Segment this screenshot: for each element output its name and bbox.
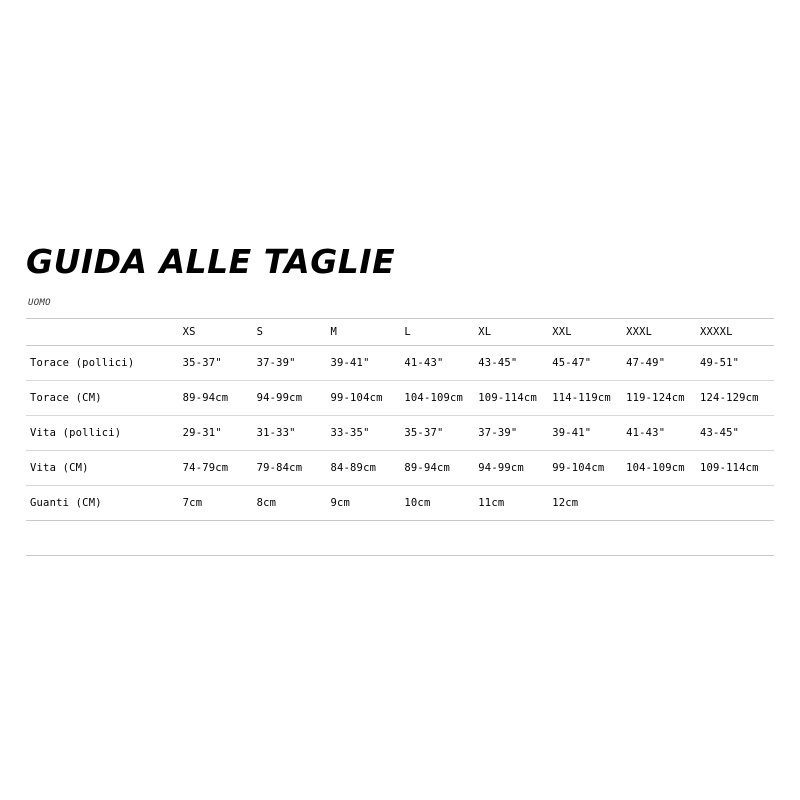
cell-value: 37-39" <box>478 415 552 450</box>
cell-value: 43-45" <box>700 415 774 450</box>
header-size-xxl: XXL <box>552 318 626 345</box>
cell-value: 31-33" <box>257 415 331 450</box>
row-label: Vita (pollici) <box>26 415 183 450</box>
cell-value: 10cm <box>404 485 478 520</box>
header-size-l: L <box>404 318 478 345</box>
cell-value: 35-37" <box>183 345 257 380</box>
cell-value: 33-35" <box>330 415 404 450</box>
cell-value: 79-84cm <box>257 450 331 485</box>
cell-value: 49-51" <box>700 345 774 380</box>
row-label: Torace (CM) <box>26 380 183 415</box>
size-guide-content <box>26 242 774 556</box>
header-size-xxxl: XXXL <box>626 318 700 345</box>
cell-value: 11cm <box>478 485 552 520</box>
cell-value <box>626 485 700 520</box>
cell-value: 94-99cm <box>257 380 331 415</box>
table-row <box>26 450 774 485</box>
table-row <box>26 380 774 415</box>
row-label: Guanti (CM) <box>26 485 183 520</box>
table-body <box>26 345 774 520</box>
cell-value: 74-79cm <box>183 450 257 485</box>
cell-value: 104-109cm <box>626 450 700 485</box>
cell-value: 104-109cm <box>404 380 478 415</box>
cell-value: 35-37" <box>404 415 478 450</box>
header-size-s: S <box>257 318 331 345</box>
header-size-xxxxl: XXXXL <box>700 318 774 345</box>
cell-value: 99-104cm <box>330 380 404 415</box>
gender-subtitle: UOMO <box>28 297 51 308</box>
cell-value: 39-41" <box>330 345 404 380</box>
header-size-m: M <box>330 318 404 345</box>
cell-value: 94-99cm <box>478 450 552 485</box>
header-size-xs: XS <box>183 318 257 345</box>
table-row <box>26 345 774 380</box>
cell-value: 89-94cm <box>183 380 257 415</box>
size-chart-table <box>26 318 774 521</box>
row-label: Torace (pollici) <box>26 345 183 380</box>
header-size-xl: XL <box>478 318 552 345</box>
cell-value: 43-45" <box>478 345 552 380</box>
cell-value: 99-104cm <box>552 450 626 485</box>
cell-value: 109-114cm <box>700 450 774 485</box>
page-title: GUIDA ALLE TAGLIE <box>26 242 396 281</box>
table-header <box>26 318 774 345</box>
cell-value: 89-94cm <box>404 450 478 485</box>
cell-value <box>700 485 774 520</box>
cell-value: 37-39" <box>257 345 331 380</box>
header-row <box>26 318 774 345</box>
cell-value: 41-43" <box>626 415 700 450</box>
cell-value: 39-41" <box>552 415 626 450</box>
cell-value: 12cm <box>552 485 626 520</box>
table-row <box>26 485 774 520</box>
table-row <box>26 415 774 450</box>
row-label: Vita (CM) <box>26 450 183 485</box>
cell-value: 84-89cm <box>330 450 404 485</box>
cell-value: 47-49" <box>626 345 700 380</box>
cell-value: 114-119cm <box>552 380 626 415</box>
bottom-divider <box>26 555 774 556</box>
cell-value: 119-124cm <box>626 380 700 415</box>
cell-value: 29-31" <box>183 415 257 450</box>
cell-value: 9cm <box>330 485 404 520</box>
cell-value: 8cm <box>257 485 331 520</box>
header-measurement <box>26 318 183 345</box>
cell-value: 41-43" <box>404 345 478 380</box>
cell-value: 45-47" <box>552 345 626 380</box>
cell-value: 124-129cm <box>700 380 774 415</box>
cell-value: 7cm <box>183 485 257 520</box>
cell-value: 109-114cm <box>478 380 552 415</box>
